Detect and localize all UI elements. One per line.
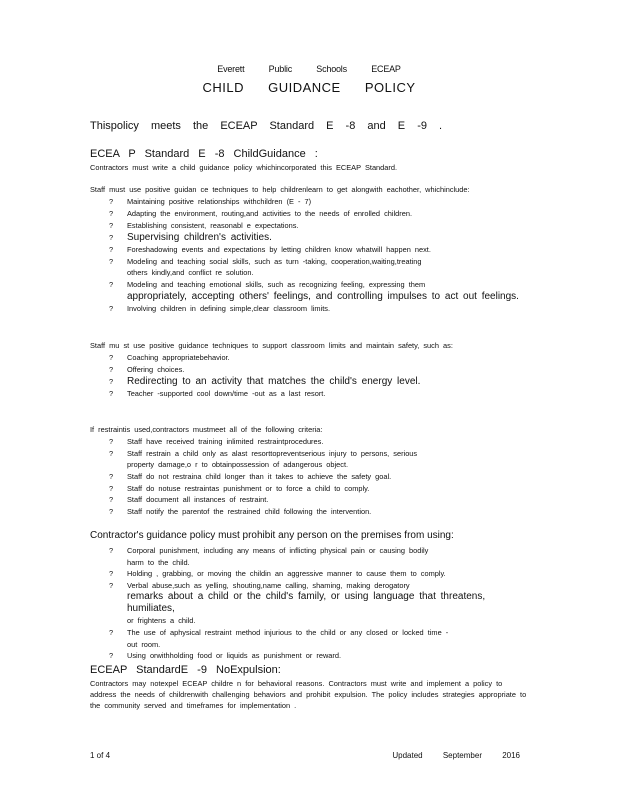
section-restraint xyxy=(90,424,530,517)
section-prohibit-list xyxy=(90,545,530,662)
list-item-text: Staff do not restraina child longer than it takes to achieve the safety goal. xyxy=(127,471,392,481)
bullet-icon: ? xyxy=(109,627,114,637)
section-e8-para1: Contractors must write a child guidance policy whichincorporated this ECEAP Standard. xyxy=(90,163,398,172)
list-item-text: Corporal punishment, including any means of inflicting physical pain or causing bodily xyxy=(127,546,429,555)
list-item-text: Teacher -supported cool down/time -out as a last resort. xyxy=(127,389,326,399)
list-item xyxy=(90,471,530,483)
page-title: CHILD GUIDANCE POLICY xyxy=(202,80,416,95)
bullet-icon: ? xyxy=(109,245,114,255)
list-item-text: Holding , grabbing, or moving the childin an aggressive manner to cause them to comply. xyxy=(127,569,446,579)
bullet-icon: ? xyxy=(109,580,114,590)
list-item xyxy=(90,436,530,448)
list-item xyxy=(90,364,530,376)
bullet-icon: ? xyxy=(109,220,114,230)
bullet-icon: ? xyxy=(109,546,114,555)
section-e8-title: ECEA P Standard E -8 ChildGuidance : xyxy=(90,148,318,160)
list-item-text: Verbal abuse,such as yelling, shouting,name calling, shaming, making derogatory xyxy=(127,580,410,590)
bullet-icon: ? xyxy=(109,506,114,516)
list-item xyxy=(90,494,530,506)
list-item xyxy=(90,220,530,232)
list-item-text: Staff do notuse restraintas punishment or to force a child to comply. xyxy=(127,483,370,493)
list-item xyxy=(90,545,530,568)
page-number: 1 of 4 xyxy=(90,751,111,760)
bullet-icon: ? xyxy=(109,437,114,447)
list-item xyxy=(90,568,530,580)
list-item xyxy=(90,352,530,364)
list-item xyxy=(90,650,530,662)
bullet-icon: ? xyxy=(109,495,114,505)
section-e8-para2: Staff must use positive guidan ce techniques to help childrenlearn to get alongwith eachother, whichinclude: xyxy=(90,185,470,195)
page-footer xyxy=(90,751,520,760)
list-item xyxy=(90,208,530,220)
list-item-text: Redirecting to an activity that matches the child's energy level. xyxy=(127,376,421,388)
list-item-text: Offering choices. xyxy=(127,364,185,374)
list-item xyxy=(90,506,530,518)
section-safety-list xyxy=(90,352,530,400)
list-item-text: Supervising children's activities. xyxy=(127,232,272,244)
intro-text: Thispolicy meets the ECEAP Standard E -8 and E -9 . xyxy=(90,120,443,132)
list-item xyxy=(90,375,530,388)
section-restraint-para: If restraintis used,contractors mustmeet all of the following criteria: xyxy=(90,425,323,434)
bullet-icon: ? xyxy=(109,377,114,387)
list-item-text: Establishing consistent, reasonabl e expectations. xyxy=(127,220,299,230)
list-item-text: Staff notify the parentof the restrained child following the intervention. xyxy=(127,506,372,516)
list-item-text: Coaching appropriatebehavior. xyxy=(127,353,230,363)
list-item xyxy=(90,580,530,627)
list-item-continuation: remarks about a child or the child's family, or using language that threatens, humiliates, xyxy=(127,591,486,615)
section-e8-list xyxy=(90,196,530,314)
list-item-continuation: appropriately, accepting others' feelings, and controlling impulses to act out feelings. xyxy=(127,290,519,302)
list-item-continuation: harm to the child. xyxy=(127,557,190,567)
list-item-text: Adapting the environment, routing,and activities to the needs of enrolled children. xyxy=(127,209,412,218)
list-item-continuation: others kindly,and conflict re solution. xyxy=(127,268,254,278)
list-item-text: The use of aphysical restraint method injurious to the child or any closed or locked time - xyxy=(127,627,449,637)
bullet-icon: ? xyxy=(109,353,114,363)
list-item-continuation: out room. xyxy=(127,639,161,649)
section-prohibit xyxy=(90,530,530,662)
bullet-icon: ? xyxy=(109,197,114,207)
list-item xyxy=(90,448,530,471)
bullet-icon: ? xyxy=(109,569,114,579)
list-item-text: Modeling and teaching emotional skills, such as recognizing feeling, expressing them xyxy=(127,279,426,289)
section-safety xyxy=(90,340,530,400)
list-item-text: Modeling and teaching social skills, such as turn -taking, cooperation,waiting,treating xyxy=(127,256,422,266)
list-item-continuation: or frightens a child. xyxy=(127,616,196,626)
bullet-icon: ? xyxy=(109,209,114,218)
bullet-icon: ? xyxy=(109,256,114,266)
list-item-text: Staff restrain a child only as alast resorttopreventserious injury to persons, serious xyxy=(127,448,418,458)
bullet-icon: ? xyxy=(109,303,114,313)
bullet-icon: ? xyxy=(109,651,114,661)
section-e9-para: Contractors may notexpel ECEAP childre n for behavioral reasons. Contractors must write and implement a policy to address the needs of childrenwith challenging behaviors and prohibit expulsion. The policy includes strategies appropriate to the community served and timeframes for implementation . xyxy=(90,679,527,711)
list-item-continuation: property damage,o r to obtainpossession of adangerous object. xyxy=(127,460,349,470)
bullet-icon: ? xyxy=(109,364,114,374)
list-item-text: Staff document all instances of restraint. xyxy=(127,495,269,505)
bullet-icon: ? xyxy=(109,233,114,243)
section-restraint-list xyxy=(90,436,530,517)
section-prohibit-title: Contractor's guidance policy must prohibit any person on the premises from using: xyxy=(90,530,454,541)
bullet-icon: ? xyxy=(109,471,114,481)
updated-date: Updated September 2016 xyxy=(392,751,520,760)
bullet-icon: ? xyxy=(109,483,114,493)
list-item-text: Foreshadowing events and expectations by letting children know whatwill happen next. xyxy=(127,245,431,255)
list-item-text: Involving children in defining simple,clear classroom limits. xyxy=(127,303,331,313)
list-item xyxy=(90,196,530,208)
list-item xyxy=(90,388,530,400)
section-safety-para: Staff mu st use positive guidance techniques to support classroom limits and maintain safety, such as: xyxy=(90,341,453,350)
bullet-icon: ? xyxy=(109,389,114,399)
section-e8 xyxy=(90,148,530,314)
list-item-text: Maintaining positive relationships withchildren (E - 7) xyxy=(127,197,312,207)
list-item xyxy=(90,231,530,244)
header-org: Everett Public Schools ECEAP xyxy=(217,64,401,74)
list-item xyxy=(90,627,530,650)
list-item-text: Staff have received training inlimited restraintprocedures. xyxy=(127,437,324,447)
bullet-icon: ? xyxy=(109,448,114,458)
bullet-icon: ? xyxy=(109,279,114,289)
list-item xyxy=(90,256,530,279)
list-item xyxy=(90,244,530,256)
list-item xyxy=(90,279,530,303)
list-item xyxy=(90,483,530,495)
section-e9-title: ECEAP StandardE -9 NoExpulsion: xyxy=(90,664,281,676)
section-e9 xyxy=(90,664,530,712)
list-item xyxy=(90,303,530,315)
list-item-text: Using orwithholding food or liquids as punishment or reward. xyxy=(127,651,342,661)
